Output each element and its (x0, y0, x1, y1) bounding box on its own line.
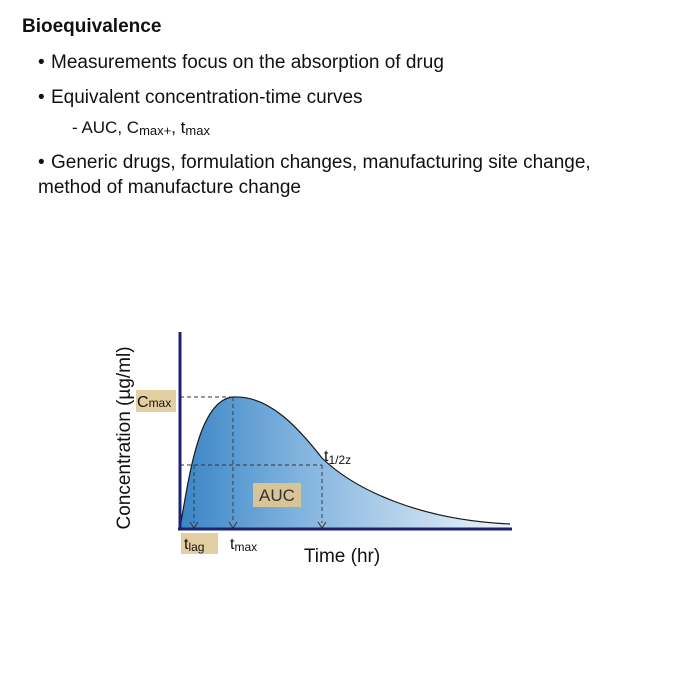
bullet-applications (38, 150, 658, 200)
y-axis-label: Concentration (µg/ml) (114, 346, 135, 530)
bullet-absorption (38, 50, 444, 75)
auc-label: AUC (259, 486, 295, 505)
bullet-text: Measurements focus on the absorption of drug (51, 52, 444, 73)
bullet-dot: • (38, 87, 45, 108)
tmax-label: tmax (230, 536, 258, 554)
bullet-curves (38, 85, 363, 110)
bullet-text: Generic drugs, formulation changes, manufacturing site change, method of manufacture change (38, 152, 591, 198)
bullet-dot: • (38, 52, 45, 73)
pk-curve-svg (100, 320, 540, 580)
sub-item-parameters: - AUC, $C_{max+}$, $t_{max}$ (72, 118, 210, 138)
pk-curve-diagram (100, 320, 540, 580)
bullet-text: Equivalent concentration-time curves (51, 87, 363, 108)
cmax-label: Cmax (137, 394, 172, 411)
x-axis-label: Time (hr) (303, 546, 381, 567)
bullet-dot: • (38, 152, 45, 173)
half-life-label: t1/2z (324, 448, 352, 467)
tlag-label: tlag (184, 536, 205, 554)
slide-title: Bioequivalence (22, 16, 162, 37)
